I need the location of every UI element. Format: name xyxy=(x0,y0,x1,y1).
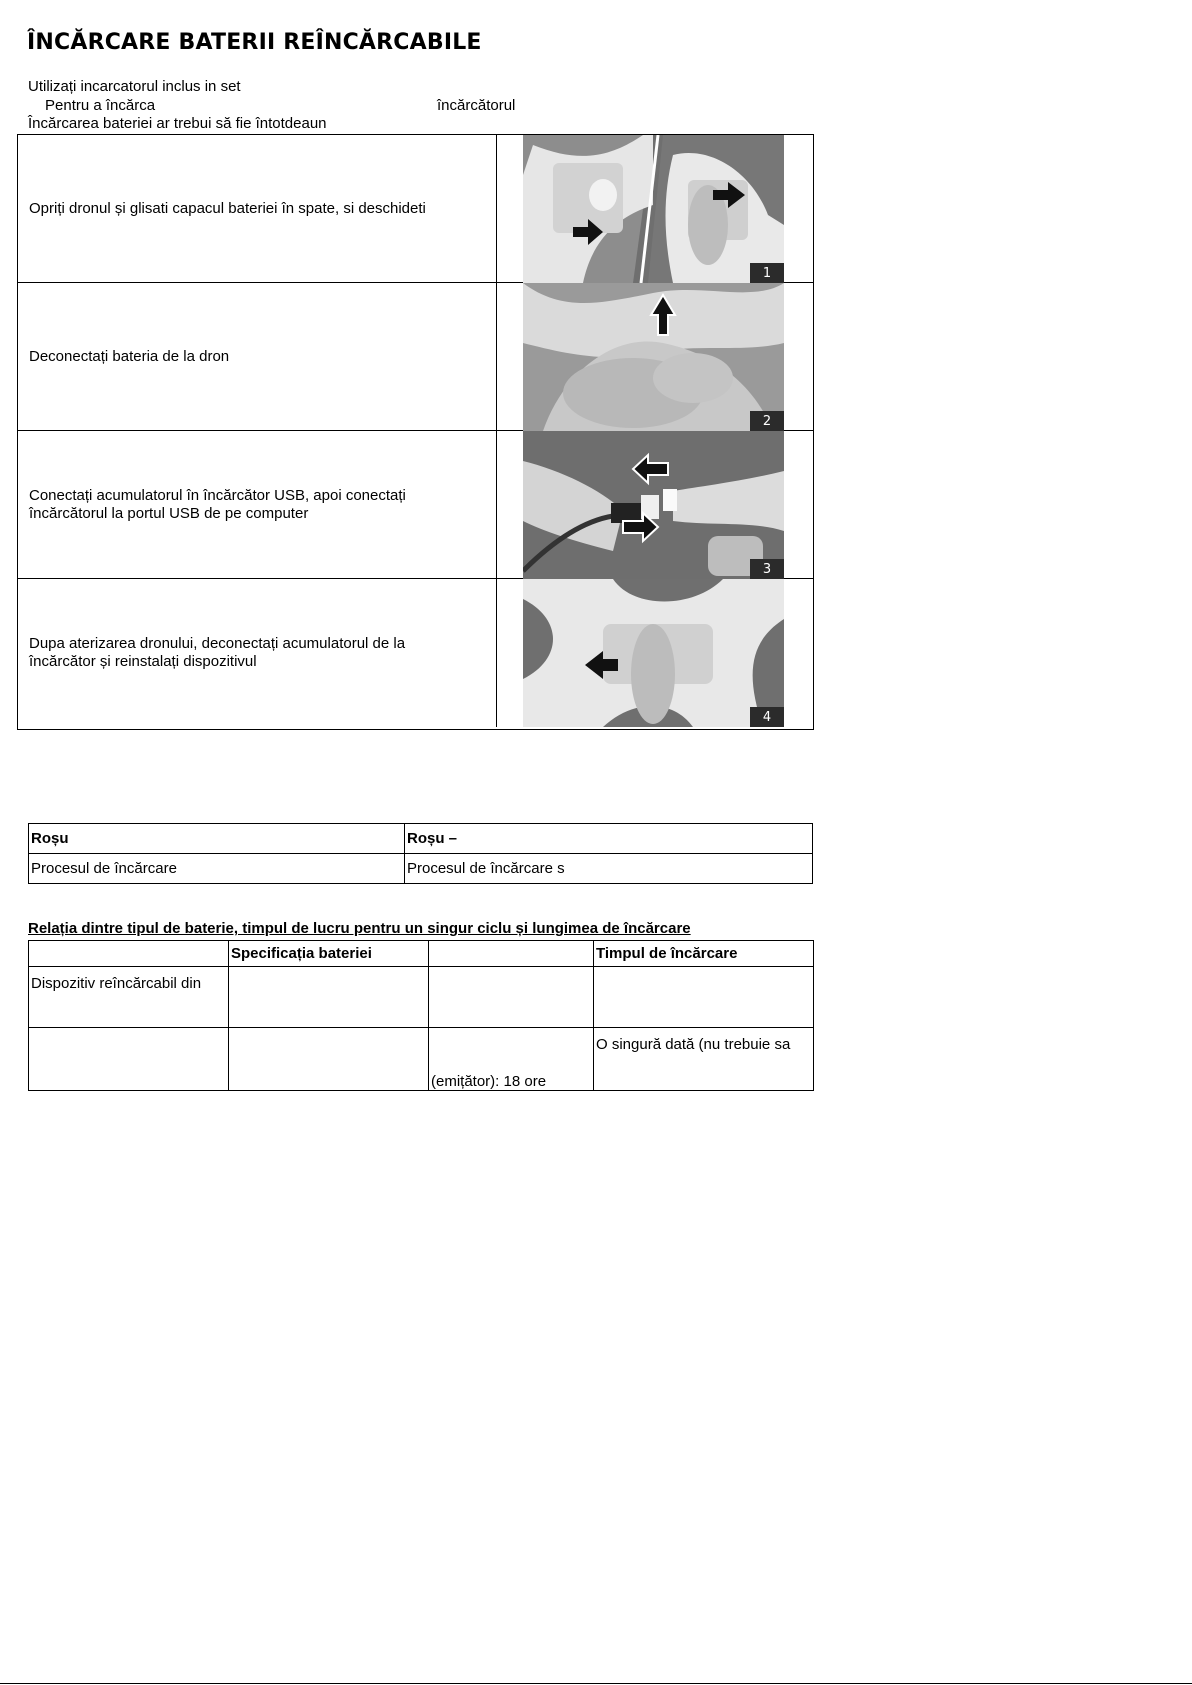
table-cell: Procesul de încărcare xyxy=(29,854,405,884)
table-cell: Dispozitiv reîncărcabil din xyxy=(29,967,229,1028)
step-row xyxy=(18,135,813,283)
table-header-cell: Specificația bateriei xyxy=(229,941,429,967)
step-row xyxy=(18,579,813,727)
relation-section-title: Relația dintre tipul de baterie, timpul de lucru pentru un singur ciclu și lungimea de încărcare xyxy=(28,920,691,937)
table-header-cell xyxy=(29,941,229,967)
step-number-badge: 3 xyxy=(750,559,784,579)
step-text: Conectați acumulatorul în încărcător USB, apoi conectați încărcătorul la portul USB de pe computer xyxy=(29,487,406,522)
table-row xyxy=(29,967,814,1028)
step-text: Deconectați bateria de la dron xyxy=(29,348,230,365)
step-photo-battery-cover xyxy=(523,135,784,283)
led-status-table xyxy=(28,823,813,884)
intro-line-1: Utilizați incarcatorul inclus in set xyxy=(28,78,241,95)
intro-line-2-start: Pentru a încărca xyxy=(45,97,156,114)
step-number-badge: 1 xyxy=(750,263,784,283)
step-text: Dupa aterizarea dronului, deconectați acumulatorul de la încărcător și reinstalați dispozitivul xyxy=(29,635,406,670)
table-cell xyxy=(229,1028,429,1091)
table-cell xyxy=(594,967,814,1028)
step-photo-usb-charger xyxy=(523,431,784,579)
table-row xyxy=(29,941,814,967)
table-cell: Procesul de încărcare s xyxy=(405,854,813,884)
battery-relation-table xyxy=(28,940,814,1091)
step-row xyxy=(18,431,813,579)
table-cell xyxy=(29,1028,229,1091)
table-row xyxy=(29,1028,814,1091)
step-photo-disconnect-battery xyxy=(523,283,784,431)
table-cell xyxy=(229,967,429,1028)
step-number-badge: 2 xyxy=(750,411,784,431)
intro-line-3: Încărcarea bateriei ar trebui să fie întotdeaun xyxy=(28,115,327,132)
intro-line-2-end: încărcătorul xyxy=(437,97,516,114)
step-text: Opriți dronul și glisati capacul bateriei în spate, si deschideti xyxy=(29,200,426,217)
table-cell: Roșu xyxy=(29,824,405,854)
table-cell: Roșu – xyxy=(405,824,813,854)
table-row xyxy=(29,854,813,884)
footer-divider xyxy=(0,1683,1192,1684)
page-title: ÎNCĂRCARE BATERII REÎNCĂRCABILE xyxy=(27,30,482,55)
step-number-badge: 4 xyxy=(750,707,784,727)
table-row xyxy=(29,824,813,854)
steps-table xyxy=(17,134,814,730)
table-cell xyxy=(429,967,594,1028)
table-cell: (emițător): 18 ore xyxy=(429,1028,594,1091)
table-header-cell xyxy=(429,941,594,967)
step-photo-reinstall-battery xyxy=(523,579,784,727)
step-row xyxy=(18,283,813,431)
table-cell: O singură dată (nu trebuie sa xyxy=(594,1028,814,1091)
table-header-cell: Timpul de încărcare xyxy=(594,941,814,967)
